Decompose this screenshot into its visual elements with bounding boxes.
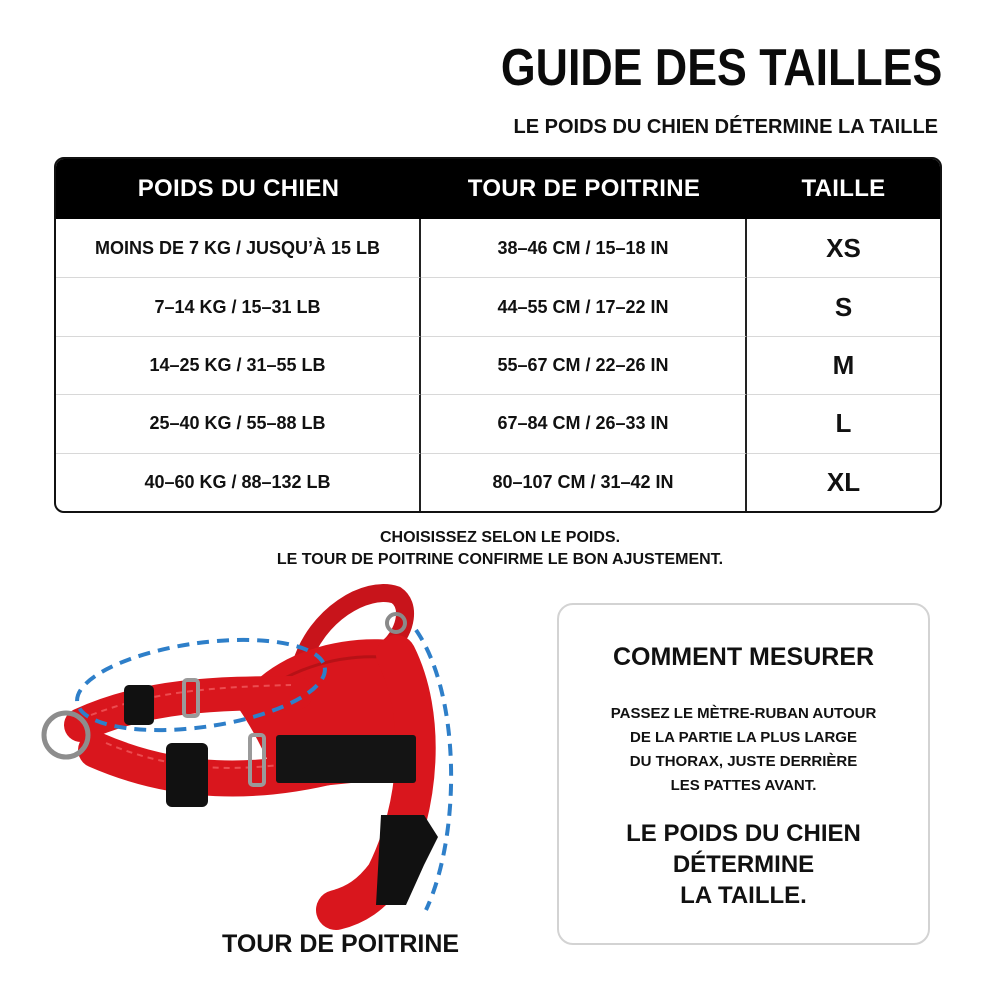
header-chest: TOUR DE POITRINE	[421, 159, 747, 219]
emphasis-line: LA TAILLE.	[680, 882, 807, 909]
cell-size: M	[747, 336, 940, 394]
header-size: TAILLE	[747, 159, 940, 219]
cell-size: S	[747, 277, 940, 335]
note-line: CHOISISSEZ SELON LE POIDS.	[379, 529, 621, 546]
how-to-measure-title: COMMENT MESURER	[612, 643, 875, 671]
velcro-band	[276, 735, 416, 783]
cell-size: L	[747, 394, 940, 452]
instruction-line: LES PATTES AVANT.	[670, 777, 817, 794]
cell-weight: 14–25 KG / 31–55 LB	[56, 336, 421, 394]
cell-chest: 38–46 CM / 15–18 IN	[421, 219, 747, 277]
emphasis-line: LE POIDS DU CHIEN	[626, 820, 861, 847]
cell-chest: 55–67 CM / 22–26 IN	[421, 336, 747, 394]
instruction-line: DU THORAX, JUSTE DERRIÈRE	[629, 753, 858, 770]
instruction-line: DE LA PARTIE LA PLUS LARGE	[630, 729, 857, 746]
cell-weight: 7–14 KG / 15–31 LB	[56, 277, 421, 335]
emphasis-line: DÉTERMINE	[672, 851, 815, 878]
harness-illustration	[36, 575, 466, 935]
slider-buckle	[166, 743, 208, 807]
cell-weight: 40–60 KG / 88–132 LB	[56, 453, 421, 511]
page-subtitle: LE POIDS DU CHIEN DÉTERMINE LA TAILLE	[513, 116, 938, 138]
sizing-note	[0, 527, 1000, 571]
cell-size: XS	[826, 232, 861, 263]
cell-chest: 44–55 CM / 17–22 IN	[421, 277, 747, 335]
header-weight: POIDS DU CHIEN	[56, 159, 421, 219]
side-release-buckle	[376, 815, 438, 905]
how-to-measure-box	[557, 603, 930, 945]
instruction-line: PASSEZ LE MÈTRE-RUBAN AUTOUR	[610, 705, 877, 722]
slider-buckle	[124, 685, 154, 725]
chest-girth-label: TOUR DE POITRINE	[222, 930, 460, 958]
cell-chest: 80–107 CM / 31–42 IN	[421, 453, 747, 511]
cell-weight: 25–40 KG / 55–88 LB	[56, 394, 421, 452]
page-title: GUIDE DES TAILLES	[500, 39, 942, 97]
size-table	[54, 157, 942, 513]
cell-weight: MOINS DE 7 KG / JUSQU’À 15 LB	[56, 219, 421, 277]
weight-determines-size-note	[559, 818, 928, 911]
note-line: LE TOUR DE POITRINE CONFIRME LE BON AJUSTEMENT.	[276, 551, 724, 568]
cell-size: XL	[747, 453, 940, 511]
how-to-measure-instructions	[594, 702, 894, 798]
cell-chest: 67–84 CM / 26–33 IN	[421, 394, 747, 452]
